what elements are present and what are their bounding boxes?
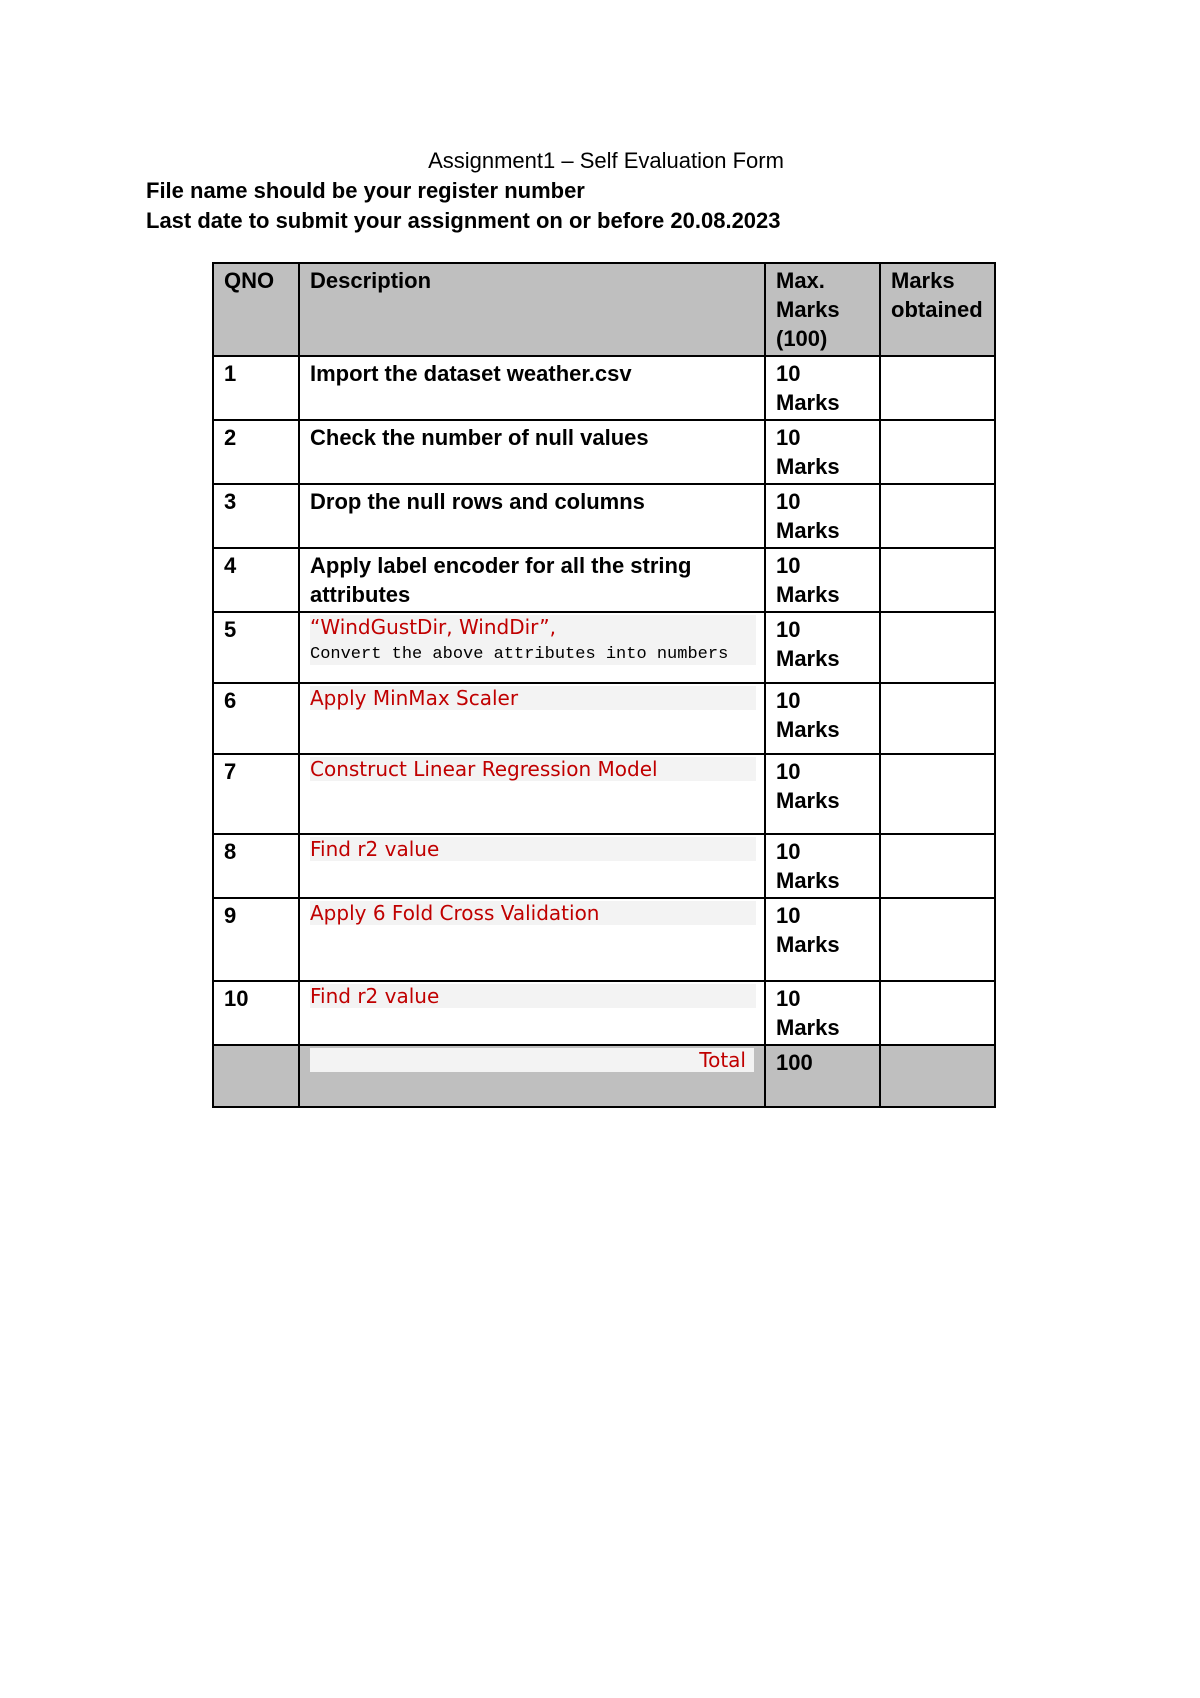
header-qno: QNO	[213, 263, 299, 356]
header-description: Description	[299, 263, 765, 356]
table-row	[213, 834, 995, 898]
header-obt-line2: obtained	[891, 297, 983, 322]
row-max-marks: 10 Marks	[765, 683, 880, 754]
row-description: Import the dataset weather.csv	[299, 356, 765, 420]
row-max-marks: 10 Marks	[765, 898, 880, 981]
code-attributes: “WindGustDir, WindDir”,	[310, 615, 556, 639]
table-row	[213, 356, 995, 420]
row-description	[299, 754, 765, 834]
row-max-marks: 10 Marks	[765, 356, 880, 420]
code-snippet: Find r2 value	[310, 984, 756, 1008]
evaluation-table	[212, 262, 996, 1108]
header-obt-line1: Marks	[891, 268, 955, 293]
row-max-marks: 10 Marks	[765, 754, 880, 834]
row-qno: 4	[213, 548, 299, 612]
row-max-marks: 10 Marks	[765, 484, 880, 548]
header-max-line1: Max.	[776, 268, 825, 293]
row-description	[299, 898, 765, 981]
row-qno: 9	[213, 898, 299, 981]
row-description	[299, 834, 765, 898]
row-max-marks: 10 Marks	[765, 981, 880, 1045]
row-qno: 7	[213, 754, 299, 834]
table-row	[213, 420, 995, 484]
instruction-deadline: Last date to submit your assignment on or before 20.08.2023	[146, 208, 781, 233]
row-description	[299, 683, 765, 754]
row-marks-obtained[interactable]	[880, 612, 995, 683]
row-marks-obtained[interactable]	[880, 683, 995, 754]
row-qno: 5	[213, 612, 299, 683]
row-qno: 1	[213, 356, 299, 420]
instruction-filename: File name should be your register number	[146, 178, 585, 203]
table-row	[213, 548, 995, 612]
row-description: Drop the null rows and columns	[299, 484, 765, 548]
code-snippet: Find r2 value	[310, 837, 756, 861]
row-max-marks: 10 Marks	[765, 612, 880, 683]
table-row	[213, 754, 995, 834]
document-header	[146, 146, 1066, 236]
table-header-row	[213, 263, 995, 356]
total-value: 100	[765, 1045, 880, 1107]
table-row	[213, 898, 995, 981]
table-row	[213, 981, 995, 1045]
row-max-marks: 10 Marks	[765, 420, 880, 484]
row-marks-obtained[interactable]	[880, 484, 995, 548]
row-marks-obtained[interactable]	[880, 356, 995, 420]
row-marks-obtained[interactable]	[880, 754, 995, 834]
code-snippet: Apply MinMax Scaler	[310, 686, 756, 710]
header-max-line3: (100)	[776, 326, 828, 351]
code-snippet	[310, 615, 756, 665]
header-max-marks	[765, 263, 880, 356]
header-max-line2: Marks	[776, 297, 840, 322]
total-row	[213, 1045, 995, 1107]
row-description	[299, 612, 765, 683]
row-marks-obtained[interactable]	[880, 420, 995, 484]
row-marks-obtained[interactable]	[880, 898, 995, 981]
row-description	[299, 981, 765, 1045]
row-description: Check the number of null values	[299, 420, 765, 484]
row-qno: 2	[213, 420, 299, 484]
row-marks-obtained[interactable]	[880, 548, 995, 612]
code-comment: Convert the above attributes into numbers	[310, 645, 729, 664]
table-row	[213, 612, 995, 683]
table-row	[213, 484, 995, 548]
code-snippet: Apply 6 Fold Cross Validation	[310, 901, 756, 925]
row-marks-obtained[interactable]	[880, 834, 995, 898]
row-qno: 10	[213, 981, 299, 1045]
total-label-cell	[299, 1045, 765, 1107]
table-row	[213, 683, 995, 754]
total-obtained-cell[interactable]	[880, 1045, 995, 1107]
row-max-marks: 10 Marks	[765, 834, 880, 898]
row-qno: 3	[213, 484, 299, 548]
total-label: Total	[310, 1048, 754, 1072]
row-qno: 6	[213, 683, 299, 754]
header-marks-obtained	[880, 263, 995, 356]
row-description: Apply label encoder for all the string attributes	[299, 548, 765, 612]
row-max-marks: 10 Marks	[765, 548, 880, 612]
page-title: Assignment1 – Self Evaluation Form	[428, 148, 784, 173]
row-marks-obtained[interactable]	[880, 981, 995, 1045]
total-qno-cell	[213, 1045, 299, 1107]
code-snippet: Construct Linear Regression Model	[310, 757, 756, 781]
row-qno: 8	[213, 834, 299, 898]
